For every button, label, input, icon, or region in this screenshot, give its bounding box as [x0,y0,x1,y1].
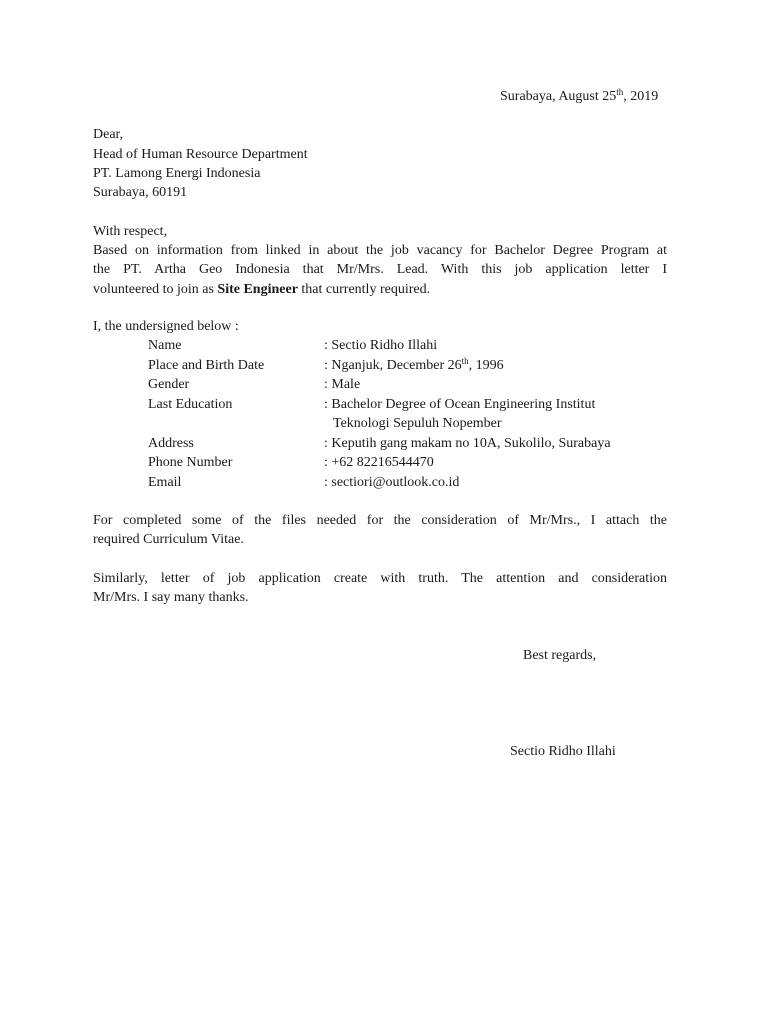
birth-value-prefix: : Nganjuk, December 26 [324,357,462,373]
signature-name: Sectio Ridho Illahi [510,744,616,759]
intro-line-2: the PT. Artha Geo Indonesia that Mr/Mrs. Lead. With this job application letter I [93,262,667,278]
recipient-title: Head of Human Resource Department [93,147,308,162]
intro-last-prefix: volunteered to join as [93,281,218,297]
recipient-company: PT. Lamong Energi Indonesia [93,166,261,181]
birth-superscript: th [461,355,469,366]
intro-last-suffix: that currently required. [297,281,431,297]
gender-value: : Male [324,377,361,392]
closing-regards: Best regards, [523,648,597,663]
attachment-line-2: required Curriculum Vitae. [93,532,244,548]
detail-row-name [148,336,668,356]
opening-line: With respect, [93,224,168,239]
closing-line-2: Mr/Mrs. I say many thanks. [93,590,249,606]
attachment-line-1: For completed some of the files needed for the consideration of Mr/Mrs., I attach the [93,513,667,528]
attachment-paragraph [93,511,667,550]
closing-line-1: Similarly, letter of job application create with truth. The attention and consideration [93,571,667,586]
position-name: Site Engineer [217,281,298,297]
detail-row-birth [148,356,668,376]
recipient-city: Surabaya, 60191 [93,185,188,200]
detail-row-email [148,473,668,493]
intro-line-3 [93,280,667,299]
detail-row-gender [148,375,668,395]
detail-row-education [148,395,668,434]
intro-line-1: Based on information from linked in about the job vacancy for Bachelor Degree Program at [93,243,667,258]
gender-label: Gender [148,377,190,392]
education-label: Last Education [148,396,233,412]
date-superscript: th [616,87,624,97]
name-label: Name [148,338,182,353]
email-label: Email [148,474,182,490]
undersigned-label: I, the undersigned below : [93,319,239,334]
date-prefix: Surabaya, August 25 [500,89,617,104]
education-value-line1: : Bachelor Degree of Ocean Engineering Institut [324,396,596,412]
phone-label: Phone Number [148,455,233,470]
email-value: : sectiori@outlook.co.id [324,474,460,490]
birth-label: Place and Birth Date [148,357,265,373]
detail-row-phone [148,453,668,473]
birth-value-suffix: , 1996 [468,357,504,373]
applicant-details [148,336,668,492]
address-value: : Keputih gang makam no 10A, Sukolilo, Surabaya [324,435,611,451]
birth-value [324,356,504,376]
education-value-line2: Teknologi Sepuluh Nopember [333,416,502,431]
salutation: Dear, [93,127,124,142]
closing-paragraph [93,569,667,608]
date-suffix: , 2019 [623,89,659,104]
letter-date [500,87,658,106]
intro-paragraph [93,241,667,299]
detail-row-address [148,434,668,454]
phone-value: : +62 82216544470 [324,455,434,470]
address-label: Address [148,435,194,451]
name-value: : Sectio Ridho Illahi [324,338,438,353]
